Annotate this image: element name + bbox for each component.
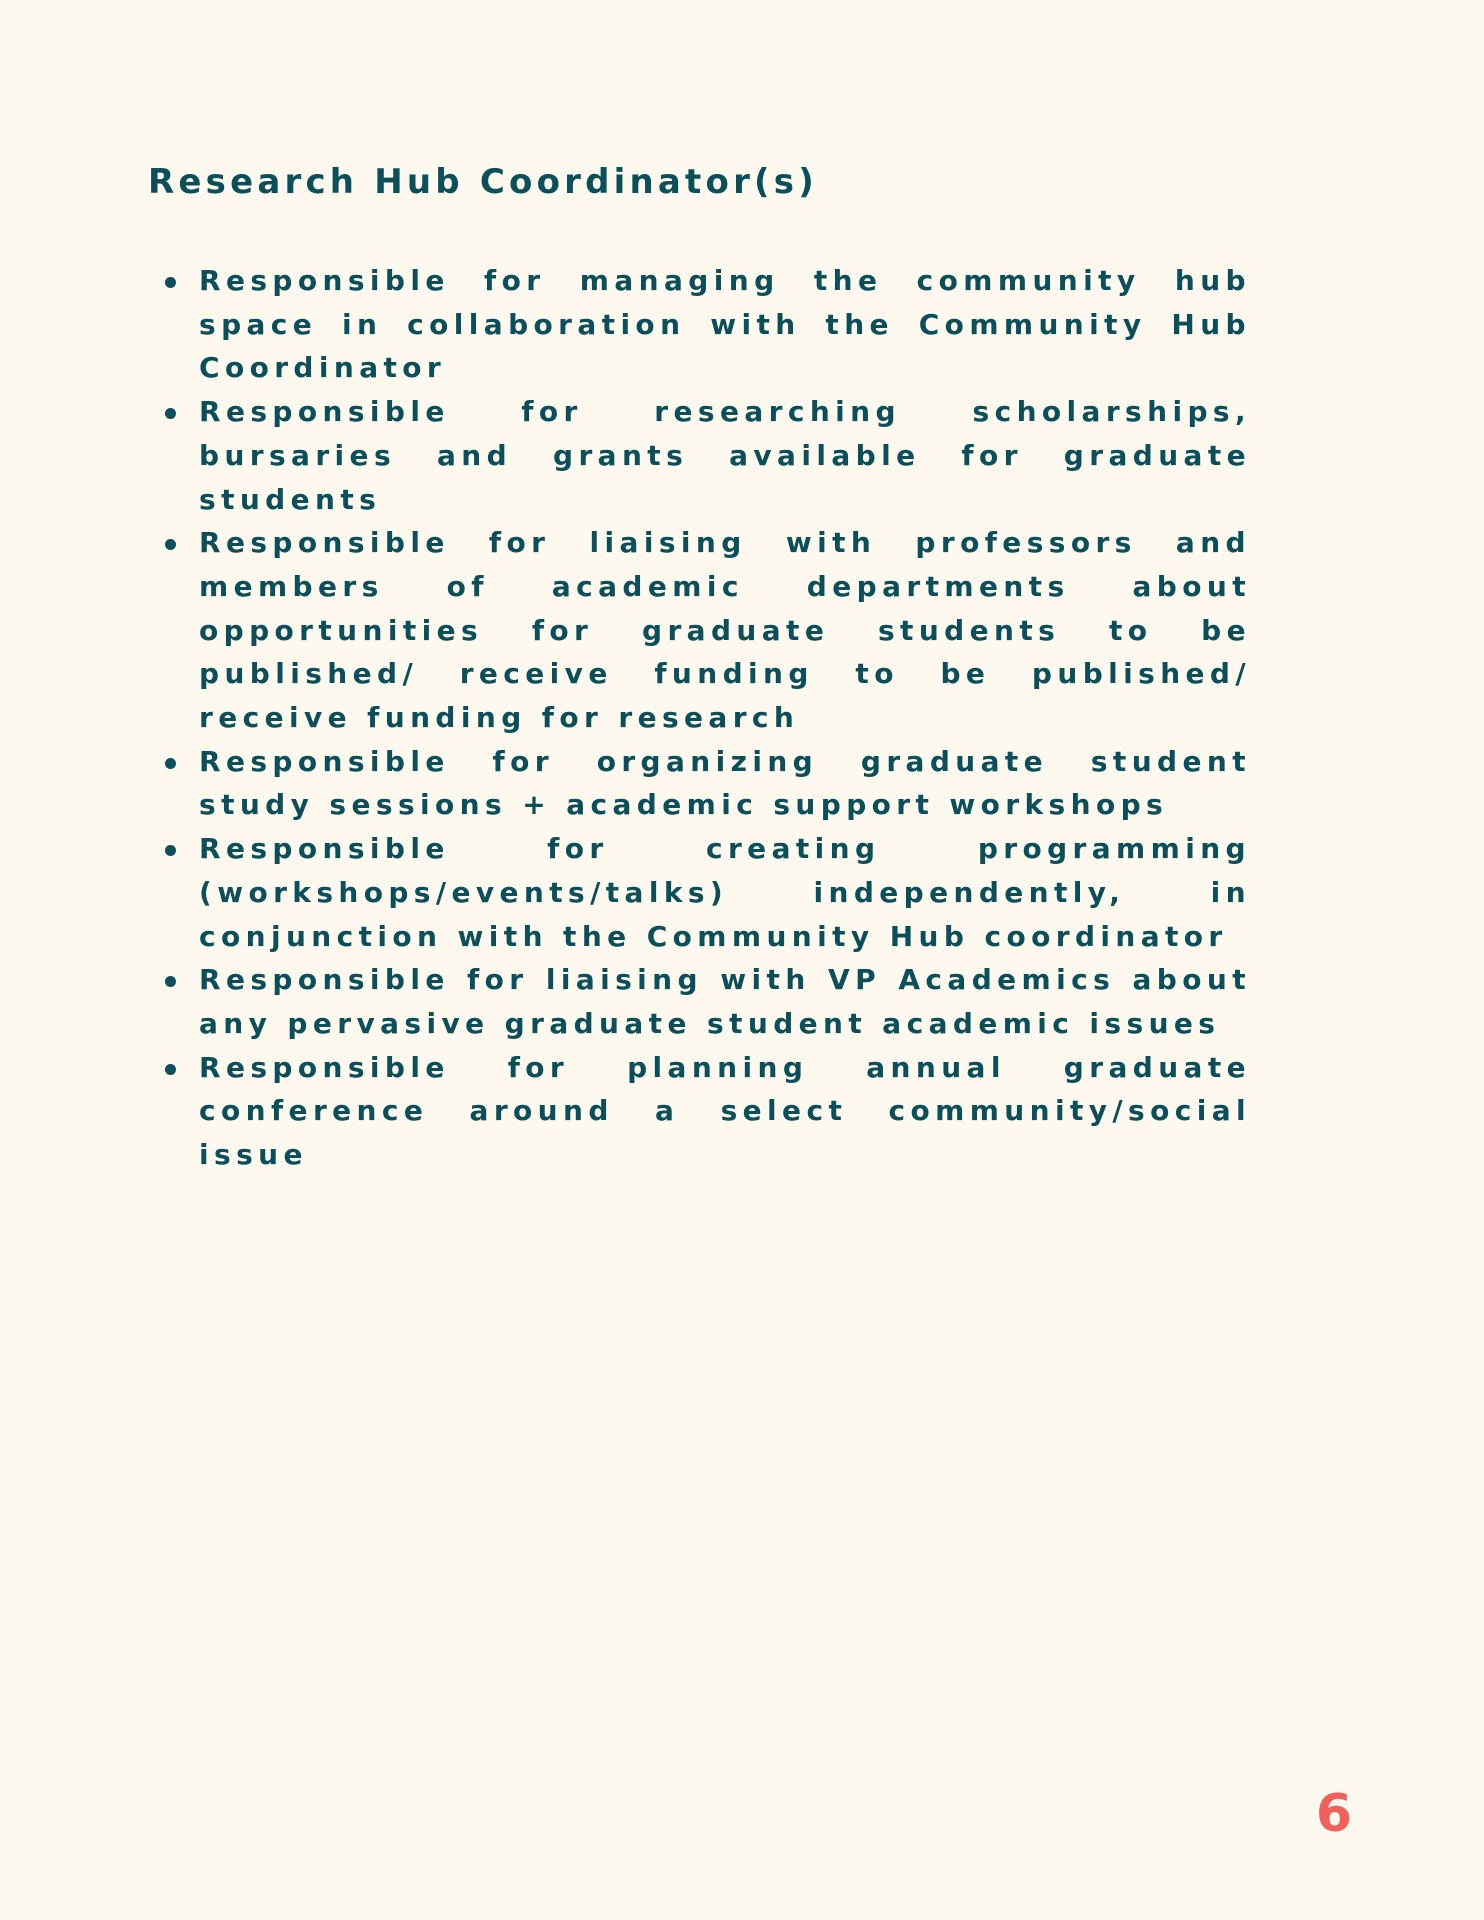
list-item bbox=[199, 1046, 1251, 1177]
list-item-text: Responsible for managing the community hub space in collaboration with the Community Hub Coordinator bbox=[199, 264, 1251, 385]
list-item bbox=[199, 390, 1251, 521]
bullet-icon bbox=[165, 277, 176, 288]
list-item-text: Responsible for liaising with professors and members of academic departments about opportunities for graduate students to be published/ receive funding to be published/ receive funding for research bbox=[199, 526, 1251, 735]
bullet-icon bbox=[165, 539, 176, 550]
list-item bbox=[199, 259, 1251, 390]
bullet-icon bbox=[165, 408, 176, 419]
page-title: Research Hub Coordinator(s) bbox=[148, 162, 818, 202]
page-number: 6 bbox=[1315, 1784, 1352, 1844]
list-item-text: Responsible for liaising with VP Academics about any pervasive graduate student academic issues bbox=[199, 963, 1251, 1040]
bullet-icon bbox=[165, 976, 176, 987]
list-item-text: Responsible for researching scholarships, bursaries and grants available for graduate students bbox=[199, 395, 1251, 516]
list-item-text: Responsible for planning annual graduate conference around a select community/social issue bbox=[199, 1050, 1251, 1172]
list-item bbox=[199, 958, 1251, 1045]
list-item-text: Responsible for organizing graduate student study sessions + academic support workshops bbox=[199, 744, 1251, 822]
bullet-icon bbox=[165, 845, 176, 856]
list-item bbox=[199, 827, 1251, 958]
list-item-text: Responsible for creating programming (workshops/events/talks) independently, in conjunction with the Community Hub coordinator bbox=[199, 832, 1251, 953]
responsibilities-list bbox=[199, 259, 1251, 1177]
bullet-icon bbox=[165, 1064, 176, 1075]
list-item bbox=[199, 740, 1251, 827]
bullet-icon bbox=[165, 758, 176, 769]
list-item bbox=[199, 521, 1251, 740]
